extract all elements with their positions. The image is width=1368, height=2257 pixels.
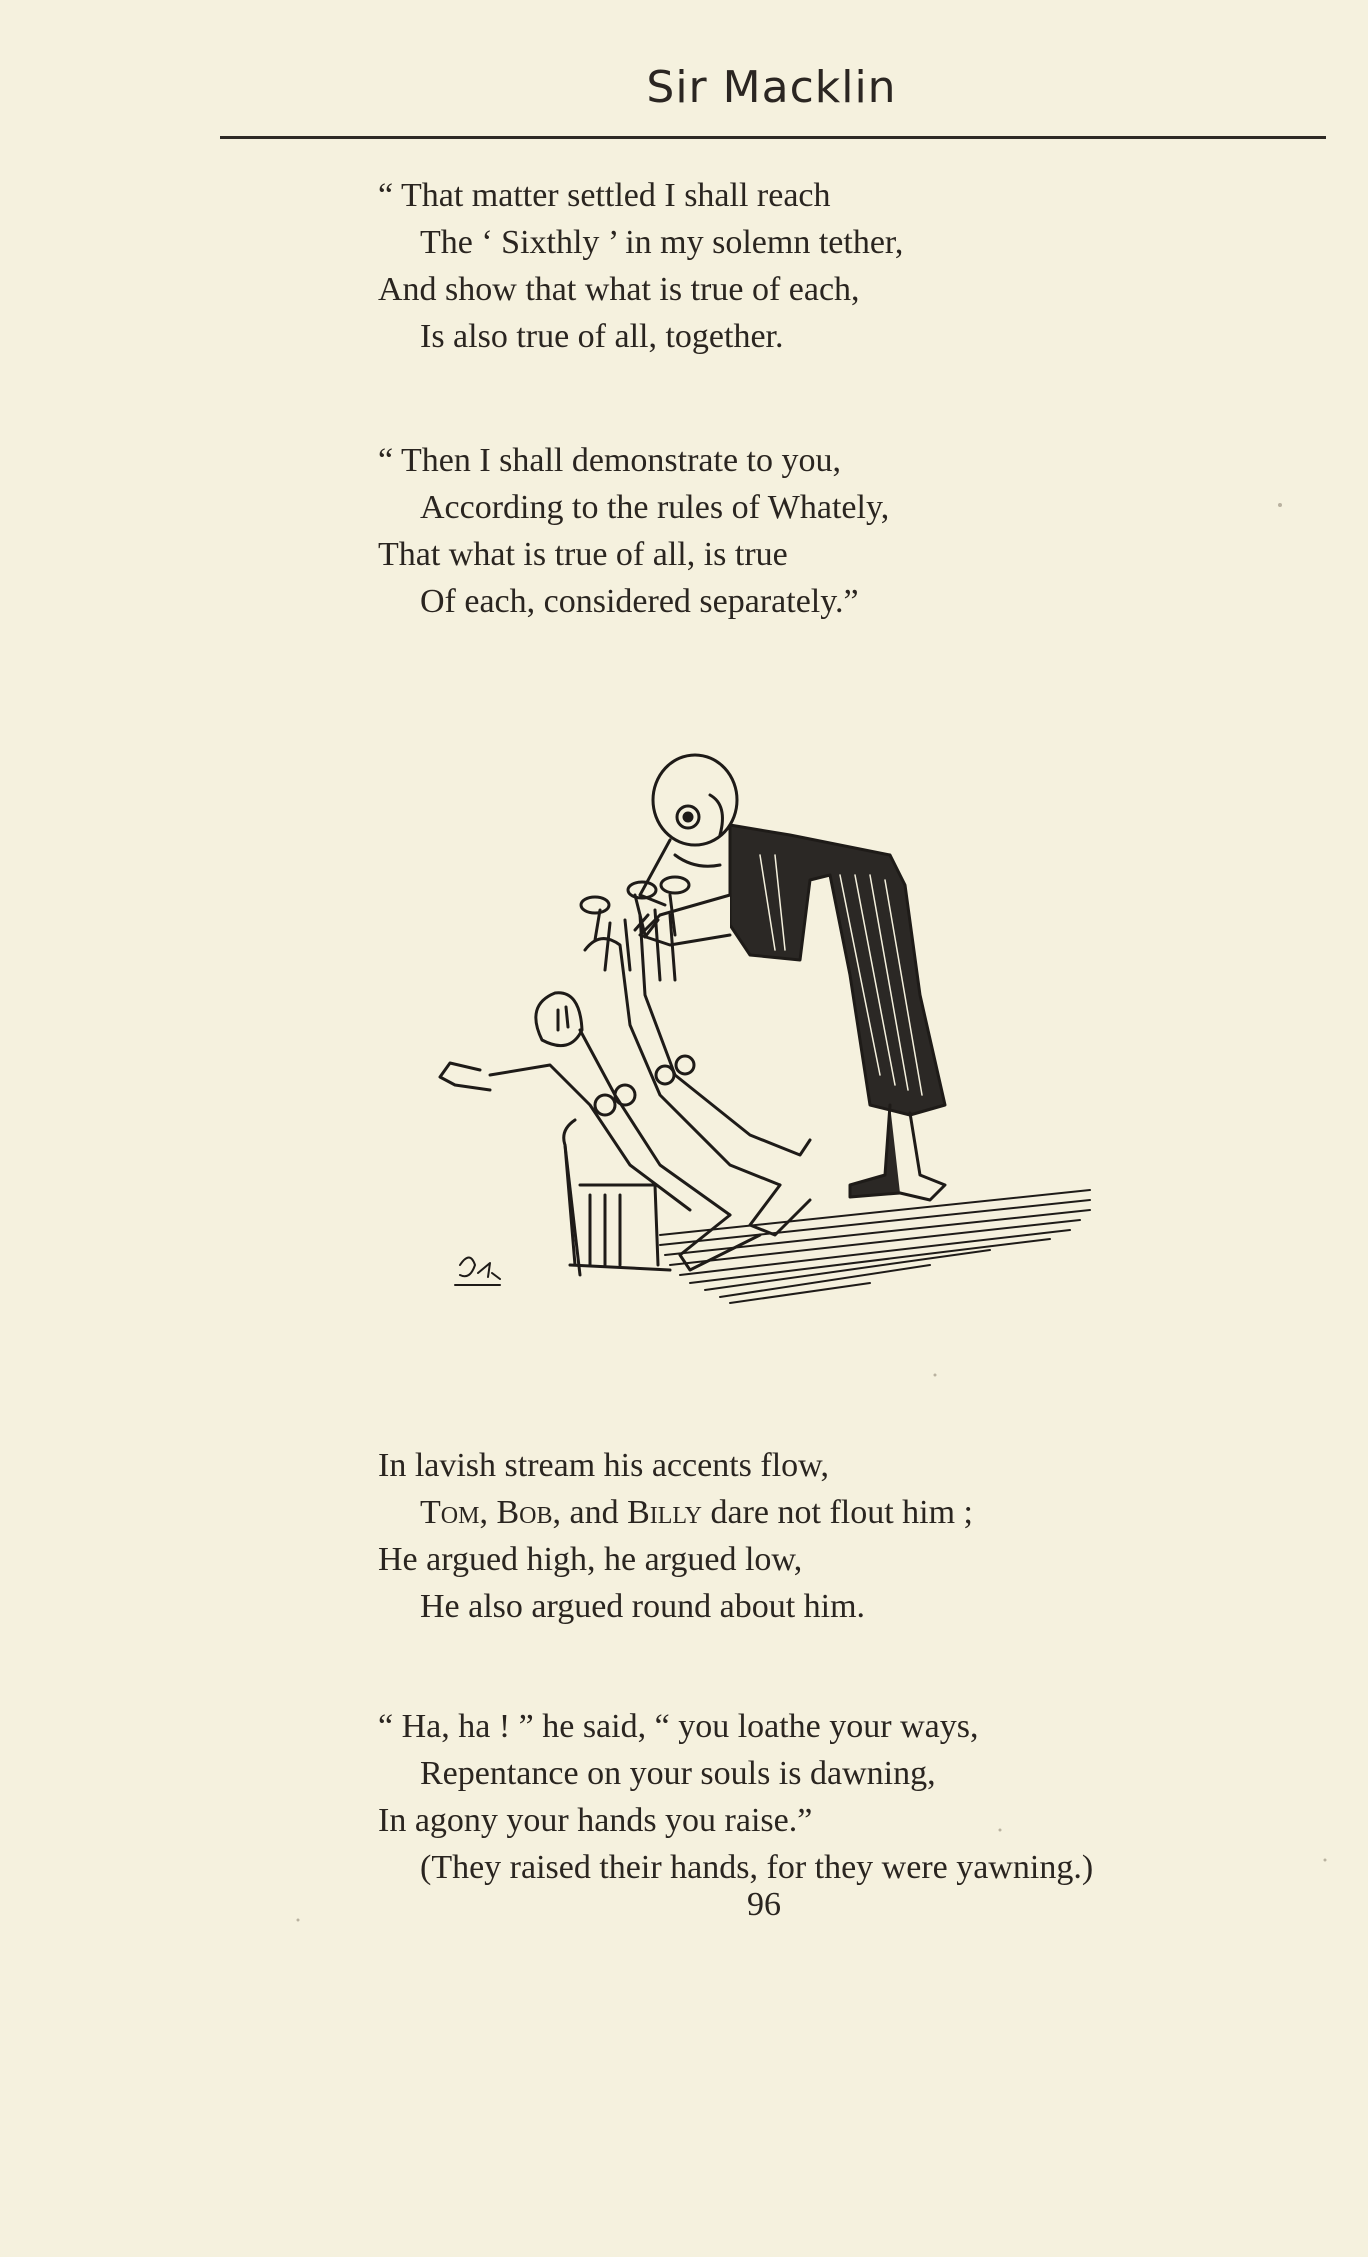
verse-line: Is also true of all, together. [420, 318, 784, 355]
verse-line: Repentance on your souls is dawning, [420, 1755, 936, 1792]
illustration-sir-macklin-lecturing [430, 745, 1100, 1315]
name-billy: Billy [627, 1494, 702, 1531]
verse-line: “ Ha, ha ! ” he said, “ you loathe your ways, [378, 1708, 979, 1745]
line-ending: dare not flout him ; [702, 1494, 974, 1531]
stanza-4 [378, 1703, 1093, 1891]
page-number [0, 1886, 1368, 1924]
verse-line: And show that what is true of each, [378, 271, 860, 308]
verse-line: According to the rules of Whately, [420, 489, 890, 526]
header-rule [220, 136, 1326, 139]
verse-line: In lavish stream his accents flow, [378, 1447, 829, 1484]
verse-line: He also argued round about him. [420, 1588, 866, 1625]
stanza-2 [378, 437, 889, 625]
page-number-text: 96 [747, 1886, 781, 1923]
name-bob: Bob [496, 1494, 553, 1531]
verse-line: (They raised their hands, for they were yawning.) [420, 1849, 1094, 1886]
running-title: Sir Macklin [646, 62, 897, 113]
verse-line: “ That matter settled I shall reach [378, 177, 831, 214]
name-separator: , and [552, 1494, 628, 1531]
verse-line: In agony your hands you raise.” [378, 1802, 813, 1839]
verse-line-names [378, 1489, 973, 1536]
verse-line: He argued high, he argued low, [378, 1541, 803, 1578]
stanza-3 [378, 1442, 973, 1630]
name-separator: , [479, 1494, 497, 1531]
verse-line: “ Then I shall demonstrate to you, [378, 442, 841, 479]
name-tom: Tom [420, 1494, 480, 1531]
verse-line: That what is true of all, is true [378, 536, 788, 573]
stanza-1 [378, 172, 903, 360]
page-header [0, 62, 1368, 113]
verse-line: Of each, considered separately.” [420, 583, 859, 620]
verse-line: The ‘ Sixthly ’ in my solemn tether, [420, 224, 904, 261]
